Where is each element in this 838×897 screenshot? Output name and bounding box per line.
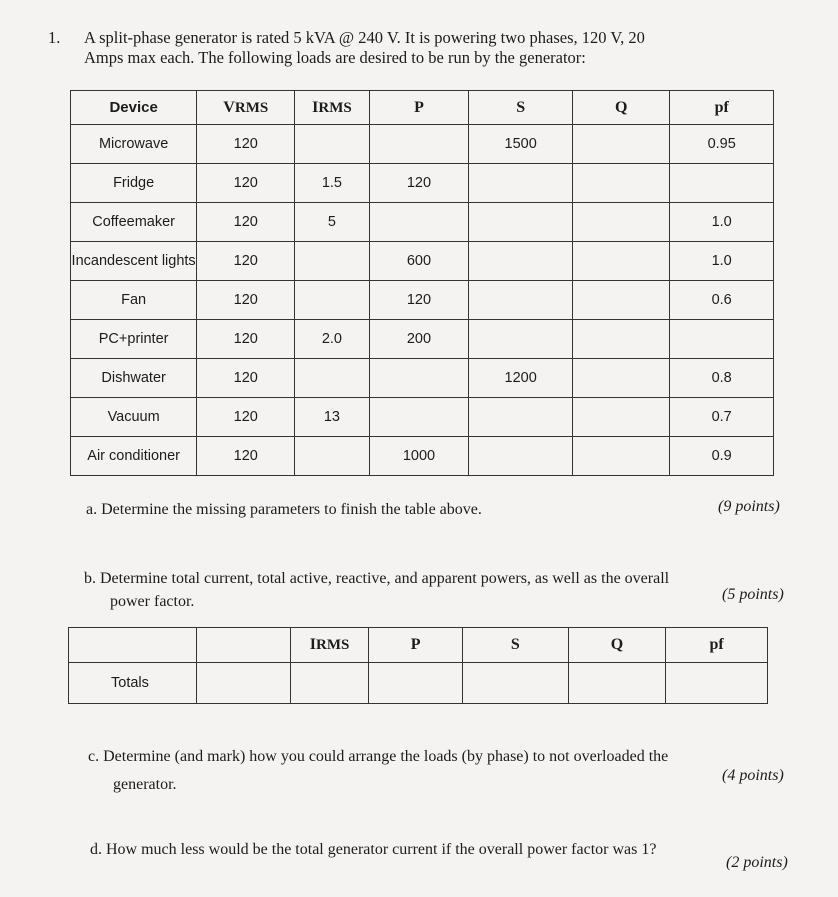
cell-q <box>572 242 669 281</box>
cell-device: Fan <box>71 281 197 320</box>
cell-pf: 0.9 <box>670 437 774 476</box>
cell-pf <box>670 320 774 359</box>
cell-q <box>572 203 669 242</box>
cell-q <box>572 320 669 359</box>
totals-header-pf: pf <box>666 628 768 663</box>
cell-v: 120 <box>197 398 295 437</box>
cell-i: 1.5 <box>295 164 369 203</box>
cell-p: 120 <box>369 281 469 320</box>
cell-v: 120 <box>197 125 295 164</box>
totals-header-irms-main: I <box>309 636 317 653</box>
cell-q <box>572 281 669 320</box>
cell-q <box>572 125 669 164</box>
cell-device: Coffeemaker <box>71 203 197 242</box>
cell-s <box>469 398 573 437</box>
load-row <box>71 281 774 320</box>
cell-pf: 1.0 <box>670 203 774 242</box>
cell-p: 200 <box>369 320 469 359</box>
header-pf: pf <box>670 91 774 125</box>
load-row <box>71 125 774 164</box>
load-row <box>71 398 774 437</box>
totals-cell-s <box>463 663 569 704</box>
part-a-text: Determine the missing parameters to finish the table above. <box>101 501 482 518</box>
cell-i <box>295 359 369 398</box>
cell-pf: 0.6 <box>670 281 774 320</box>
cell-v: 120 <box>197 437 295 476</box>
totals-header-q: Q <box>568 628 666 663</box>
cell-p <box>369 203 469 242</box>
totals-label: Totals <box>69 663 197 704</box>
cell-pf: 0.8 <box>670 359 774 398</box>
cell-q <box>572 164 669 203</box>
cell-device: PC+printer <box>71 320 197 359</box>
intro-line-2: Amps max each. The following loads are desired to be run by the generator: <box>84 48 586 67</box>
part-b <box>84 569 669 589</box>
cell-v: 120 <box>197 359 295 398</box>
cell-pf <box>670 164 774 203</box>
cell-device: Vacuum <box>71 398 197 437</box>
cell-pf: 1.0 <box>670 242 774 281</box>
part-c-label: c. <box>88 748 100 765</box>
totals-cell-q <box>568 663 666 704</box>
cell-v: 120 <box>197 203 295 242</box>
cell-p: 600 <box>369 242 469 281</box>
cell-v: 120 <box>197 281 295 320</box>
part-c <box>88 747 668 767</box>
cell-q <box>572 437 669 476</box>
totals-table-header <box>69 628 768 663</box>
header-irms <box>295 91 369 125</box>
totals-table <box>68 627 768 704</box>
cell-s <box>469 242 573 281</box>
cell-q <box>572 359 669 398</box>
cell-p <box>369 125 469 164</box>
cell-i: 2.0 <box>295 320 369 359</box>
totals-row <box>69 663 768 704</box>
totals-header-p: P <box>369 628 463 663</box>
cell-s <box>469 437 573 476</box>
header-irms-main: I <box>312 98 319 116</box>
totals-header-irms-sub: RMS <box>316 637 350 653</box>
part-b-text-2: power factor. <box>110 593 195 610</box>
header-vrms <box>197 91 295 125</box>
cell-p <box>369 359 469 398</box>
cell-s: 1200 <box>469 359 573 398</box>
totals-header-blank-1 <box>69 628 197 663</box>
cell-pf: 0.95 <box>670 125 774 164</box>
totals-cell-blank <box>197 663 291 704</box>
cell-v: 120 <box>197 320 295 359</box>
part-a-label: a. <box>86 501 98 518</box>
cell-i: 5 <box>295 203 369 242</box>
header-p: P <box>369 91 469 125</box>
part-d-points: (2 points) <box>726 854 788 871</box>
cell-s <box>469 203 573 242</box>
cell-i <box>295 437 369 476</box>
part-b-points: (5 points) <box>722 586 784 603</box>
load-row <box>71 320 774 359</box>
part-a <box>86 500 482 520</box>
totals-header-blank-2 <box>197 628 291 663</box>
cell-i <box>295 242 369 281</box>
cell-s <box>469 281 573 320</box>
cell-device: Incandescent lights <box>71 242 197 281</box>
load-row <box>71 359 774 398</box>
cell-q <box>572 398 669 437</box>
cell-p: 120 <box>369 164 469 203</box>
part-c-points: (4 points) <box>722 767 784 784</box>
cell-v: 120 <box>197 242 295 281</box>
cell-i <box>295 125 369 164</box>
header-vrms-main: V <box>223 98 235 116</box>
cell-v: 120 <box>197 164 295 203</box>
cell-p <box>369 398 469 437</box>
cell-p: 1000 <box>369 437 469 476</box>
question-number: 1. <box>48 28 61 47</box>
part-d <box>90 840 656 860</box>
part-c-text-1: Determine (and mark) how you could arrange the loads (by phase) to not overloaded the <box>103 748 669 765</box>
cell-i: 13 <box>295 398 369 437</box>
part-b-label: b. <box>84 570 96 587</box>
header-irms-sub: RMS <box>318 99 352 116</box>
cell-device: Fridge <box>71 164 197 203</box>
header-vrms-sub: RMS <box>234 99 269 116</box>
totals-cell-p <box>369 663 463 704</box>
cell-s <box>469 320 573 359</box>
cell-device: Dishwater <box>71 359 197 398</box>
totals-header-irms <box>290 628 368 663</box>
cell-device: Air conditioner <box>71 437 197 476</box>
cell-pf: 0.7 <box>670 398 774 437</box>
totals-header-s: S <box>463 628 569 663</box>
load-row <box>71 242 774 281</box>
part-b-text-1: Determine total current, total active, reactive, and apparent powers, as well as the overall <box>100 570 670 587</box>
totals-cell-irms <box>290 663 368 704</box>
part-d-text: How much less would be the total generator current if the overall power factor was 1? <box>106 841 657 858</box>
load-row <box>71 437 774 476</box>
cell-s: 1500 <box>469 125 573 164</box>
loads-table-header <box>71 91 774 125</box>
header-s: S <box>469 91 573 125</box>
cell-i <box>295 281 369 320</box>
part-c-text-2: generator. <box>113 776 177 793</box>
intro-line-1: A split-phase generator is rated 5 kVA @ 240 V. It is powering two phases, 120 V, 20 <box>84 28 645 47</box>
part-d-label: d. <box>90 841 102 858</box>
question-intro <box>84 28 784 68</box>
totals-cell-pf <box>666 663 768 704</box>
cell-device: Microwave <box>71 125 197 164</box>
load-row <box>71 164 774 203</box>
cell-s <box>469 164 573 203</box>
loads-table <box>70 90 774 476</box>
header-device: Device <box>71 91 197 125</box>
header-q: Q <box>572 91 669 125</box>
part-a-points: (9 points) <box>718 498 780 515</box>
load-row <box>71 203 774 242</box>
